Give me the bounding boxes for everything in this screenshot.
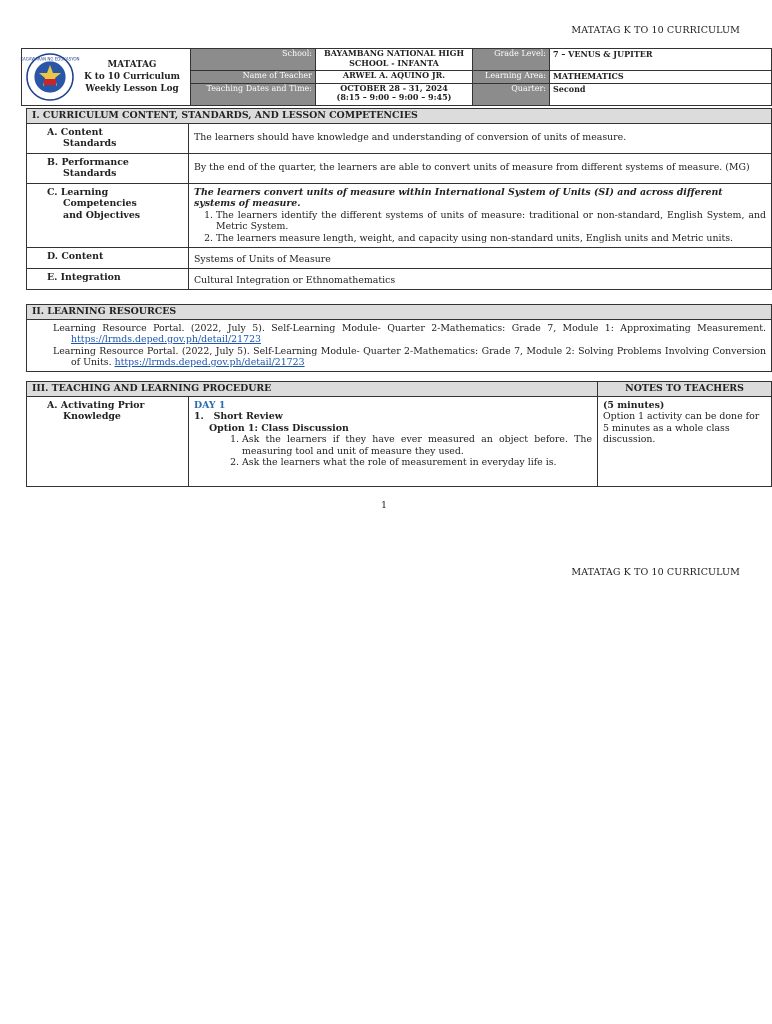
dates-label: Teaching Dates and Time: (191, 83, 316, 105)
resources-list (27, 319, 772, 371)
quarter-label: Quarter: (473, 83, 550, 105)
logo-cell (22, 49, 191, 106)
teacher-value: ARWEL A. AQUINO JR. (316, 71, 473, 84)
section-3-title: III. TEACHING AND LEARNING PROCEDURE (27, 382, 598, 397)
steps-list (194, 434, 592, 469)
title-line-3: Weekly Lesson Log (85, 84, 179, 94)
performance-standards-label (27, 153, 189, 183)
grade-value: 7 – VENUS & JUPITER (550, 49, 772, 71)
label-line: B. Performance (47, 156, 129, 168)
dates-value (316, 83, 473, 105)
teacher-label: Name of Teacher (191, 71, 316, 84)
label-line: Standards (63, 168, 117, 179)
learning-area-value: MATHEMATICS (550, 71, 772, 84)
learning-resources-section (26, 304, 772, 372)
svg-text:KAGAWARAN NG EDUKASYON: KAGAWARAN NG EDUKASYON (20, 56, 80, 62)
performance-standards-value: By the end of the quarter, the learners are able to convert units of measure from different systems of measure. (MG) (189, 153, 772, 183)
title-line-1: MATATAG (107, 60, 157, 70)
page-number: 1 (380, 500, 388, 511)
title-line-2: K to 10 Curriculum (84, 72, 180, 82)
label-line: C. Learning (47, 186, 109, 198)
label-line: Knowledge (63, 411, 121, 422)
section-1-title: I. CURRICULUM CONTENT, STANDARDS, AND LESSON COMPETENCIES (27, 109, 772, 124)
school-label: School: (191, 49, 316, 71)
integration-label: E. Integration (27, 269, 189, 290)
lesson-header-table (21, 48, 772, 106)
activity-item (194, 411, 592, 423)
content-standards-value: The learners should have knowledge and understanding of conversion of units of measure. (189, 123, 772, 153)
step-item: 1. Ask the learners if they have ever measured an object before. The measuring tool and unit of measure they used. (242, 434, 592, 457)
step-item: 2. Ask the learners what the role of measurement in everyday life is. (242, 457, 592, 469)
page-2-header: MATATAG K TO 10 CURRICULUM (571, 567, 740, 578)
label-line: Standards (63, 138, 117, 149)
label-line: A. Content (47, 126, 103, 138)
reference-item (31, 323, 766, 346)
reference-text: Learning Resource Portal. (2022, July 5). Self-Learning Module- Quarter 2-Mathematics: Grade 7, Module 1: Approximating Measurement. (53, 322, 766, 334)
objectives-list (194, 210, 766, 245)
section-2-title: II. LEARNING RESOURCES (27, 305, 772, 320)
activating-prior-knowledge-label (27, 396, 189, 486)
label-line: Competencies (63, 198, 137, 209)
competencies-value (189, 183, 772, 248)
label-line: and Objectives (63, 209, 141, 221)
objective-item: 1. The learners identify the different systems of units of measure: traditional or non-standard, English System, and Metric System. (216, 210, 766, 233)
school-value: BAYAMBANG NATIONAL HIGH SCHOOL - INFANTA (316, 49, 473, 71)
content-label: D. Content (27, 248, 189, 269)
notes-title: NOTES TO TEACHERS (598, 382, 772, 397)
deped-seal-logo (20, 53, 80, 101)
activity-content (189, 396, 598, 486)
objective-item: 2. The learners measure length, weight, and capacity using non-standard units, English units and Metric units. (216, 233, 766, 245)
note-text: Option 1 activity can be done for 5 minutes as a whole class discussion. (603, 411, 760, 445)
reference-text: Learning Resource Portal. (2022, July 5). Self-Learning Module- Quarter 2-Mathematics: Grade 7, Module 2: Solving Problems Involving Conversion of Units. (53, 345, 766, 368)
page-header: MATATAG K TO 10 CURRICULUM (571, 25, 740, 36)
quarter-value: Second (550, 83, 772, 105)
reference-link[interactable]: https://lrmds.deped.gov.ph/detail/21723 (71, 334, 261, 345)
learning-area-label: Learning Area: (473, 71, 550, 84)
item-number: 1. (194, 411, 204, 422)
competencies-label (27, 183, 189, 248)
dates-line: OCTOBER 28 - 31, 2024 (340, 82, 448, 93)
lesson-log-title (74, 59, 190, 95)
content-value: Systems of Units of Measure (189, 248, 772, 269)
option-title: Option 1: Class Discussion (209, 422, 349, 434)
time-line: (8:15 – 9:00 – 9:00 – 9:45) (336, 92, 452, 103)
reference-link[interactable]: https://lrmds.deped.gov.ph/detail/21723 (114, 357, 305, 368)
note-time: (5 minutes) (603, 399, 665, 411)
integration-value: Cultural Integration or Ethnomathematics (189, 269, 772, 290)
day-label: DAY 1 (194, 399, 226, 411)
label-line: A. Activating Prior (47, 399, 145, 411)
curriculum-section (26, 108, 772, 290)
procedure-section (26, 381, 772, 487)
grade-label: Grade Level: (473, 49, 550, 71)
reference-item (31, 346, 766, 369)
item-title: Short Review (213, 411, 283, 422)
content-standards-label (27, 123, 189, 153)
notes-content (598, 396, 772, 486)
competency-lead: The learners convert units of measure within International System of Units (SI) and across different systems of measure. (194, 186, 723, 209)
